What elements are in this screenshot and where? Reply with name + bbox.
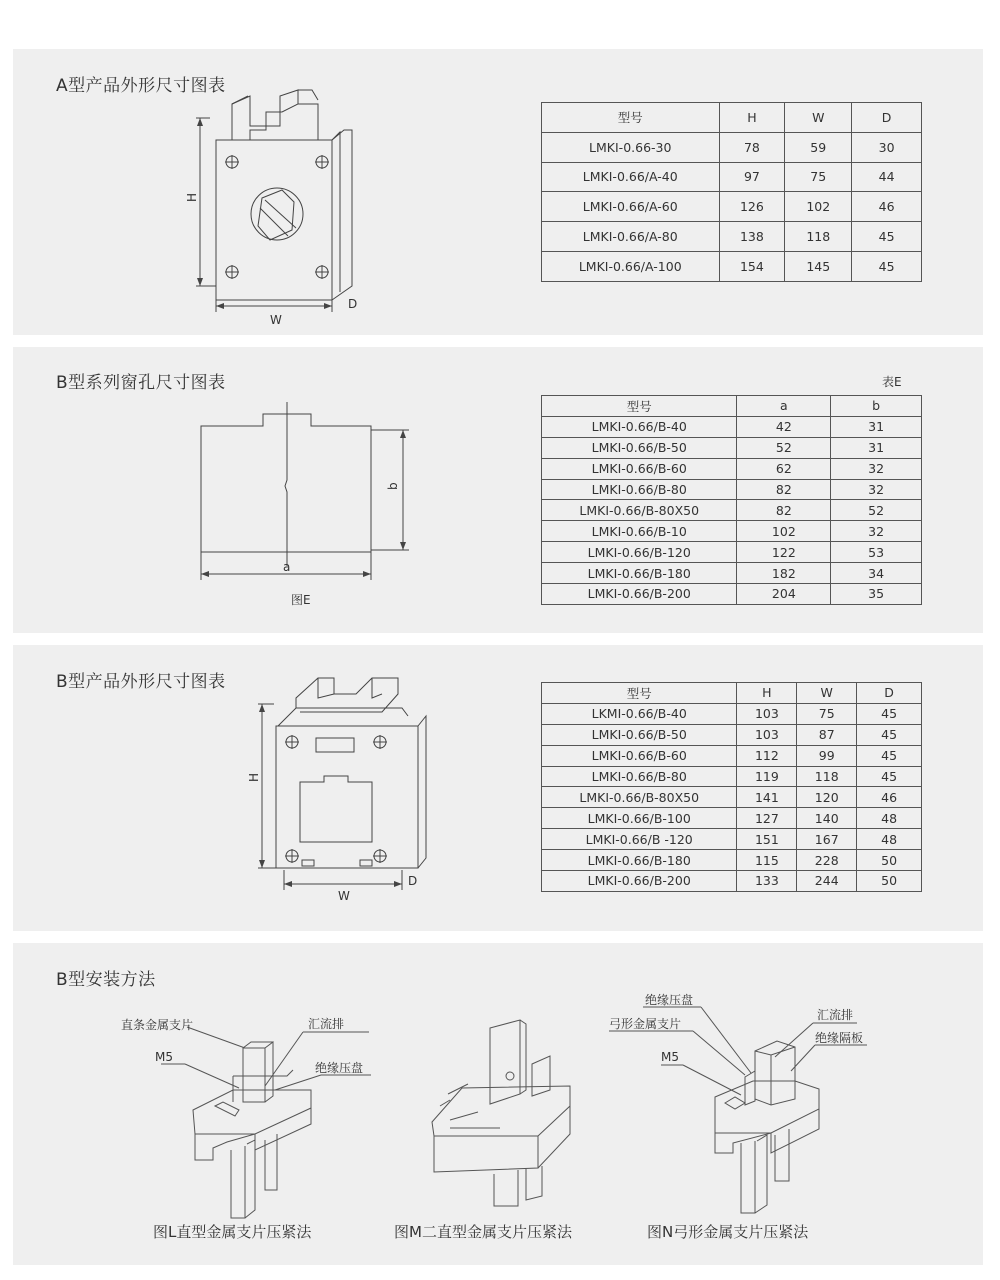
table-cell: 59 — [785, 132, 852, 162]
section-install-title: B型安装方法 — [56, 970, 156, 990]
table-row — [542, 703, 922, 724]
table-cell: LKMI-0.66/B-40 — [542, 703, 737, 724]
table-cell: LMKI-0.66/A-80 — [542, 222, 720, 252]
section-b-window-title: B型系列窗孔尺寸图表 — [56, 373, 226, 393]
table-row — [542, 479, 922, 500]
label-bow-piece: 弓形金属支片 — [609, 1017, 682, 1031]
table-row — [542, 871, 922, 892]
table-header-row — [542, 683, 922, 704]
figure-e-caption: 图E — [291, 593, 311, 607]
table-cell: 44 — [852, 162, 922, 192]
table-cell: 133 — [737, 871, 797, 892]
table-cell: 154 — [719, 251, 785, 281]
type-b-outline-drawing — [240, 672, 440, 912]
dim-d-label: D — [408, 874, 418, 888]
table-cell: 151 — [737, 829, 797, 850]
table-cell: 32 — [831, 521, 922, 542]
header-cell: W — [785, 103, 852, 133]
table-cell: 50 — [857, 871, 922, 892]
table-row — [542, 437, 922, 458]
table-cell: 31 — [831, 437, 922, 458]
table-cell: 45 — [857, 745, 922, 766]
table-cell: LMKI-0.66/B-180 — [542, 850, 737, 871]
table-cell: 244 — [797, 871, 857, 892]
table-cell: LMKI-0.66/B-120 — [542, 542, 737, 563]
table-cell: 75 — [797, 703, 857, 724]
table-cell: 46 — [857, 787, 922, 808]
table-row — [542, 542, 922, 563]
label-insulating-disc: 绝缘压盘 — [315, 1061, 364, 1075]
table-cell: 45 — [857, 766, 922, 787]
label-insulating-board: 绝缘隔板 — [815, 1031, 864, 1045]
table-row — [542, 132, 922, 162]
table-cell: 126 — [719, 192, 785, 222]
table-cell: LMKI-0.66/B-80 — [542, 766, 737, 787]
table-cell: LMKI-0.66-30 — [542, 132, 720, 162]
table-row — [542, 745, 922, 766]
table-cell: 45 — [852, 251, 922, 281]
table-cell: 102 — [737, 521, 831, 542]
table-row — [542, 563, 922, 584]
table-cell: LMKI-0.66/B-180 — [542, 563, 737, 584]
label-straight-piece: 直条金属支片 — [121, 1018, 194, 1032]
table-cell: LMKI-0.66/B-50 — [542, 437, 737, 458]
table-cell: 45 — [857, 724, 922, 745]
table-cell: 204 — [737, 584, 831, 605]
header-cell: D — [857, 683, 922, 704]
table-cell: 34 — [831, 563, 922, 584]
figure-l-drawing — [115, 1010, 385, 1250]
table-cell: 122 — [737, 542, 831, 563]
table-row — [542, 192, 922, 222]
table-body — [542, 396, 922, 605]
table-cell: 78 — [719, 132, 785, 162]
table-e-note: 表E — [882, 375, 902, 389]
table-cell: 53 — [831, 542, 922, 563]
label-insulating-disc: 绝缘压盘 — [645, 993, 694, 1007]
table-cell: 30 — [852, 132, 922, 162]
table-cell: 87 — [797, 724, 857, 745]
table-cell: 119 — [737, 766, 797, 787]
table-body — [542, 683, 922, 892]
table-cell: 45 — [852, 222, 922, 252]
table-cell: 120 — [797, 787, 857, 808]
section-a-title: A型产品外形尺寸图表 — [56, 76, 226, 96]
table-cell: 42 — [737, 416, 831, 437]
table-cell: 182 — [737, 563, 831, 584]
table-cell: LMKI-0.66/B-100 — [542, 808, 737, 829]
table-cell: 228 — [797, 850, 857, 871]
table-cell: 112 — [737, 745, 797, 766]
table-cell: LMKI-0.66/A-40 — [542, 162, 720, 192]
table-row — [542, 584, 922, 605]
table-cell: 118 — [785, 222, 852, 252]
window-hole-table — [541, 395, 922, 605]
table-cell: 45 — [857, 703, 922, 724]
type-a-outline-drawing — [170, 90, 390, 330]
table-row — [542, 416, 922, 437]
header-cell: H — [737, 683, 797, 704]
table-cell: LMKI-0.66/B-80X50 — [542, 787, 737, 808]
table-cell: 141 — [737, 787, 797, 808]
table-row — [542, 521, 922, 542]
table-header-row — [542, 396, 922, 417]
table-cell: 48 — [857, 808, 922, 829]
table-row — [542, 766, 922, 787]
table-cell: 32 — [831, 479, 922, 500]
header-cell: 型号 — [542, 683, 737, 704]
dim-h-label: H — [185, 192, 199, 202]
header-cell: 型号 — [542, 396, 737, 417]
table-header-row — [542, 103, 922, 133]
table-cell: 103 — [737, 703, 797, 724]
table-row — [542, 458, 922, 479]
header-cell: H — [719, 103, 785, 133]
label-m5: M5 — [661, 1050, 679, 1064]
dim-w-label: W — [270, 313, 282, 327]
table-cell: 140 — [797, 808, 857, 829]
table-row — [542, 808, 922, 829]
header-cell: 型号 — [542, 103, 720, 133]
window-hole-drawing — [195, 400, 415, 610]
dim-a-label: a — [283, 560, 291, 574]
header-cell: b — [831, 396, 922, 417]
table-cell: 32 — [831, 458, 922, 479]
table-row — [542, 251, 922, 281]
header-cell: a — [737, 396, 831, 417]
table-cell: 103 — [737, 724, 797, 745]
table-cell: LMKI-0.66/A-100 — [542, 251, 720, 281]
table-cell: 31 — [831, 416, 922, 437]
table-cell: 99 — [797, 745, 857, 766]
section-b-outline-title: B型产品外形尺寸图表 — [56, 672, 226, 692]
header-cell: W — [797, 683, 857, 704]
type-b-dimension-table — [541, 682, 922, 892]
label-busbar: 汇流排 — [817, 1008, 854, 1022]
table-cell: LMKI-0.66/B-200 — [542, 584, 737, 605]
table-cell: LMKI-0.66/B-60 — [542, 458, 737, 479]
table-cell: LMKI-0.66/B-50 — [542, 724, 737, 745]
table-cell: 48 — [857, 829, 922, 850]
table-cell: LMKI-0.66/B-60 — [542, 745, 737, 766]
table-row — [542, 500, 922, 521]
table-cell: 97 — [719, 162, 785, 192]
table-cell: LMKI-0.66/B-40 — [542, 416, 737, 437]
table-cell: 46 — [852, 192, 922, 222]
table-body — [542, 103, 922, 282]
table-cell: 82 — [737, 500, 831, 521]
table-cell: 118 — [797, 766, 857, 787]
figure-m-caption: 图M二直型金属支片压紧法 — [394, 1223, 572, 1241]
header-cell: D — [852, 103, 922, 133]
label-busbar: 汇流排 — [308, 1017, 345, 1031]
figure-m-drawing — [390, 1010, 615, 1250]
table-cell: 52 — [737, 437, 831, 458]
table-cell: 145 — [785, 251, 852, 281]
table-cell: 102 — [785, 192, 852, 222]
dim-h-label: H — [247, 772, 261, 782]
figure-n-caption: 图N弓形金属支片压紧法 — [647, 1223, 809, 1241]
table-cell: 167 — [797, 829, 857, 850]
table-cell: 52 — [831, 500, 922, 521]
table-row — [542, 850, 922, 871]
type-a-dimension-table — [541, 102, 922, 282]
table-row — [542, 829, 922, 850]
figure-l-caption: 图L直型金属支片压紧法 — [153, 1223, 312, 1241]
table-cell: LMKI-0.66/B-80X50 — [542, 500, 737, 521]
table-cell: 127 — [737, 808, 797, 829]
table-row — [542, 787, 922, 808]
figure-n-drawing — [605, 985, 895, 1250]
table-row — [542, 724, 922, 745]
table-row — [542, 162, 922, 192]
table-cell: LMKI-0.66/B-80 — [542, 479, 737, 500]
table-cell: 35 — [831, 584, 922, 605]
table-cell: LMKI-0.66/B -120 — [542, 829, 737, 850]
table-cell: 115 — [737, 850, 797, 871]
table-cell: 50 — [857, 850, 922, 871]
table-cell: 82 — [737, 479, 831, 500]
table-cell: 138 — [719, 222, 785, 252]
table-cell: LMKI-0.66/A-60 — [542, 192, 720, 222]
table-cell: LMKI-0.66/B-200 — [542, 871, 737, 892]
table-row — [542, 222, 922, 252]
dim-b-label: b — [386, 482, 400, 490]
dim-w-label: W — [338, 889, 350, 903]
dim-d-label: D — [348, 297, 358, 311]
table-cell: 62 — [737, 458, 831, 479]
label-m5: M5 — [155, 1050, 173, 1064]
table-cell: LMKI-0.66/B-10 — [542, 521, 737, 542]
table-cell: 75 — [785, 162, 852, 192]
